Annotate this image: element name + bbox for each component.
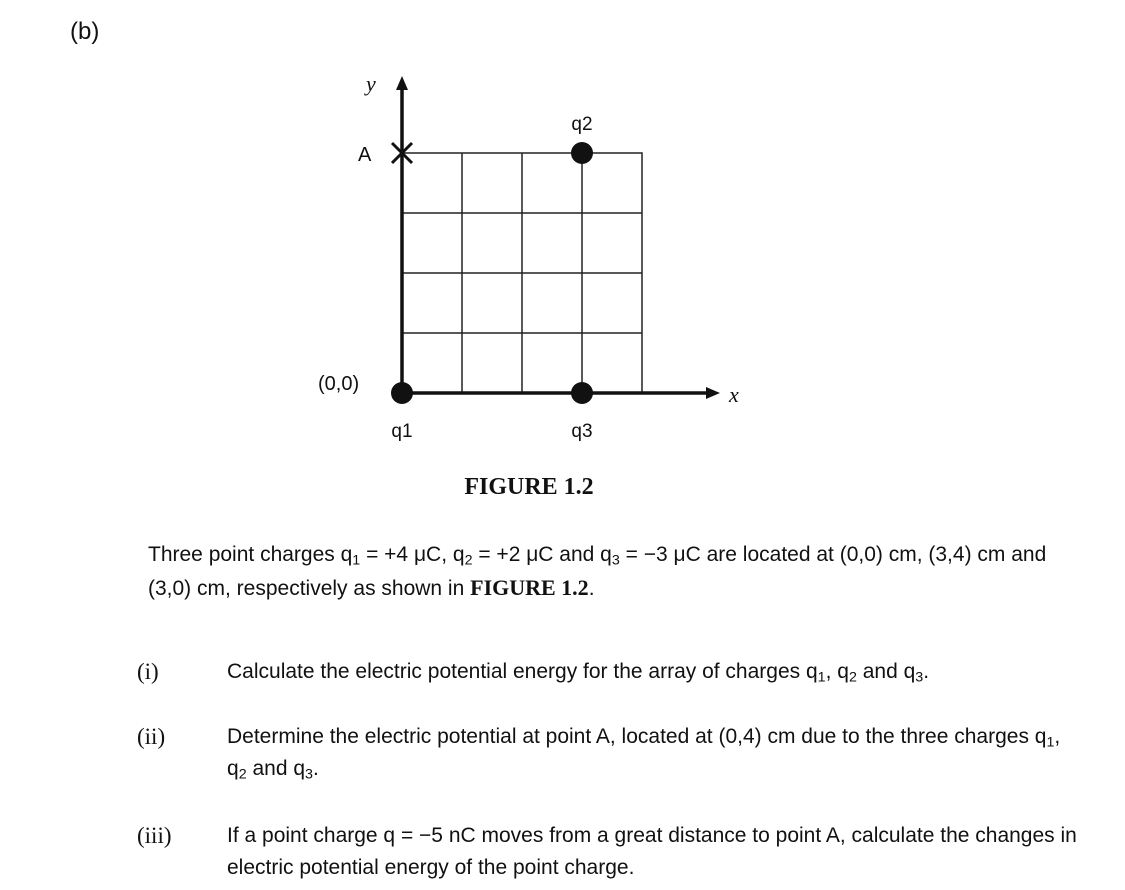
y-axis-arrowhead: [396, 76, 408, 90]
intro-sub-3: 3: [611, 552, 620, 569]
q-sub-a: 1: [1046, 734, 1055, 751]
question-text: If a point charge q = −5 nC moves from a great distance to point A, calculate the changes in electric potential energy of the point charge.: [227, 824, 1077, 879]
question-text: [227, 656, 1077, 688]
question-number: (ii): [137, 724, 166, 749]
question-text: [227, 721, 1077, 785]
intro-text-4: = −3 μC are located at (0,0) cm, (3,4) cm and (3,0) cm, respectively as shown in: [148, 543, 1047, 600]
q-text-c: and q: [856, 660, 916, 683]
charge-label-q1: q1: [391, 421, 413, 442]
intro-end: .: [588, 577, 595, 600]
x-axis-arrowhead: [706, 387, 720, 399]
q-sub-c: 3: [915, 669, 924, 686]
charge-q3: [571, 382, 593, 404]
charge-q2: [571, 142, 593, 164]
intro-text-2: = +4 μC, q: [360, 543, 465, 566]
figure-reference: FIGURE 1.2: [470, 575, 589, 600]
y-axis: [396, 76, 408, 393]
q-sub-a: 1: [817, 669, 826, 686]
charge-q1: [391, 382, 413, 404]
figure-caption: FIGURE 1.2: [464, 474, 594, 500]
origin-label: (0,0): [318, 373, 360, 395]
part-label: (b): [70, 18, 100, 45]
charge-label-q3: q3: [571, 421, 593, 442]
intro-sub-1: 1: [352, 552, 361, 569]
q-text-a: Determine the electric potential at point A, located at (0,4) cm due to the three charges q: [227, 725, 1047, 748]
q-text-b: , q: [227, 725, 1061, 780]
question-number: (iii): [137, 823, 172, 848]
q-text-d: .: [312, 757, 319, 780]
problem-statement: [148, 538, 1048, 605]
q-sub-b: 2: [238, 766, 247, 783]
y-axis-label: y: [366, 71, 376, 96]
x-axis: [402, 387, 720, 399]
q-text-a: Calculate the electric potential energy for the array of charges q: [227, 660, 818, 683]
charge-label-q2: q2: [571, 114, 593, 135]
q-sub-c: 3: [305, 766, 313, 783]
intro-text-1: Three point charges q: [148, 543, 353, 566]
q-text-d: .: [923, 660, 930, 683]
intro-sub-2: 2: [464, 552, 473, 569]
q-sub-b: 2: [848, 669, 857, 686]
grid: [402, 153, 642, 393]
q-text-b: , q: [825, 660, 849, 683]
intro-text-3: = +2 μC and q: [472, 543, 612, 566]
question-number: (i): [137, 659, 159, 684]
point-a-label: A: [358, 144, 372, 166]
x-axis-label: x: [729, 382, 739, 407]
q-text-c: and q: [246, 757, 306, 780]
